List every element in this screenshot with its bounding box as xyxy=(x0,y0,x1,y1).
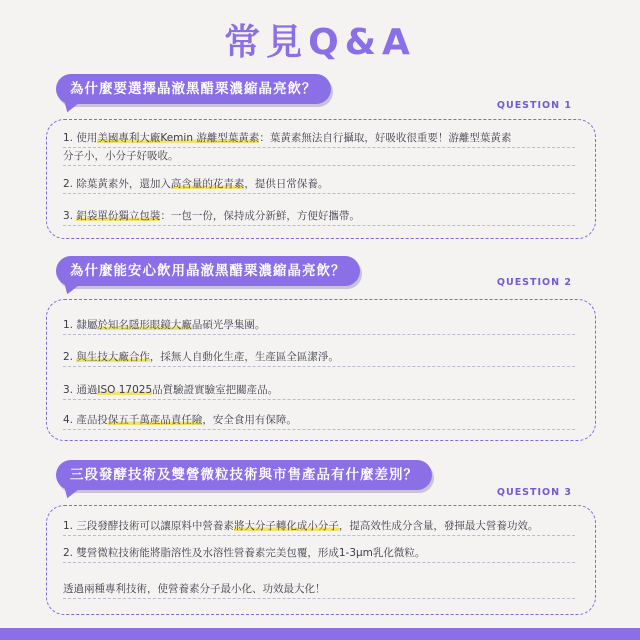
answer-text: 3. xyxy=(63,210,77,222)
answer-text: 2. 雙營微粒技術能將脂溶性及水溶性營養素完美包覆，形成1-3μm乳化微粒。 xyxy=(63,547,426,559)
answer-text: ：葉黃素無法自行攝取，好吸收很重要！游離型葉黃素 xyxy=(259,132,512,144)
question-bubble: 為什麼能安心飲用晶澈黑醋栗濃縮晶亮飲？ xyxy=(56,256,360,286)
question-bubble: 三段發酵技術及雙營微粒技術與市售產品有什麼差別？ xyxy=(56,460,432,490)
bottom-accent-bar xyxy=(0,628,640,640)
highlight-text: 於知名隱形眼鏡大廠 xyxy=(97,319,192,331)
answer-item xyxy=(63,349,575,367)
answer-text: ，採無人自動化生產，生產區全區潔淨。 xyxy=(149,351,339,363)
highlight-text: 鋁袋單份獨立包裝 xyxy=(76,210,161,222)
answer-item xyxy=(63,317,575,335)
page-title: 常見Q&A xyxy=(224,22,416,63)
answer-item xyxy=(63,545,575,563)
highlight-text: ISO 17025 xyxy=(97,384,153,396)
answer-text: 晶碩光學集團。 xyxy=(191,319,266,331)
highlight-text: 將大分子轉化成小分子 xyxy=(233,520,339,532)
question-label: QUESTION 3 xyxy=(496,487,572,498)
highlight-text: 高含量的花青素 xyxy=(170,178,245,190)
answer-text: 1. 隸屬 xyxy=(63,319,98,331)
answer-text: 1. 三段發酵技術可以讓原料中營養素 xyxy=(63,520,234,532)
answer-text: 透過兩種專利技術，使營養素分子最小化、功效最大化！ xyxy=(63,583,326,595)
question-label: QUESTION 1 xyxy=(496,100,572,111)
answer-box xyxy=(46,299,596,441)
answer-text: 分子小，小分子好吸收。 xyxy=(63,148,575,166)
answer-text: ，安全食用有保障。 xyxy=(202,414,297,426)
answer-box xyxy=(46,505,596,615)
answer-item xyxy=(63,412,575,430)
answer-text: 品質驗證實驗室把關產品。 xyxy=(152,384,279,396)
answer-item xyxy=(63,518,575,536)
question-bubble: 為什麼要選擇晶澈黑醋栗濃縮晶亮飲？ xyxy=(56,74,331,104)
answer-item xyxy=(63,382,575,400)
answer-text: 4. 產品投 xyxy=(63,414,108,426)
answer-box xyxy=(46,119,596,239)
answer-text: 1. 使用 xyxy=(63,132,98,144)
answer-text: ，提供日常保養。 xyxy=(244,178,329,190)
answer-text: ，提高效性成分含量，發揮最大營養功效。 xyxy=(338,520,539,532)
highlight-text: 美國專利大廠Kemin 游離型葉黃素 xyxy=(97,132,260,144)
answer-item xyxy=(63,176,575,194)
answer-item xyxy=(63,208,575,226)
answer-text: 3. 通過 xyxy=(63,384,98,396)
answer-text: ：一包一份，保持成分新鮮，方便好攜帶。 xyxy=(160,210,360,222)
highlight-text: 與生技大廠合作 xyxy=(76,351,150,363)
answer-text: 2. 除葉黃素外，還加入 xyxy=(63,178,171,190)
highlight-text: 保五千萬產品責任險 xyxy=(107,414,203,426)
answer-text: 2. xyxy=(63,351,77,363)
question-label: QUESTION 2 xyxy=(496,277,572,288)
answer-item xyxy=(63,130,575,166)
answer-item xyxy=(63,581,575,599)
